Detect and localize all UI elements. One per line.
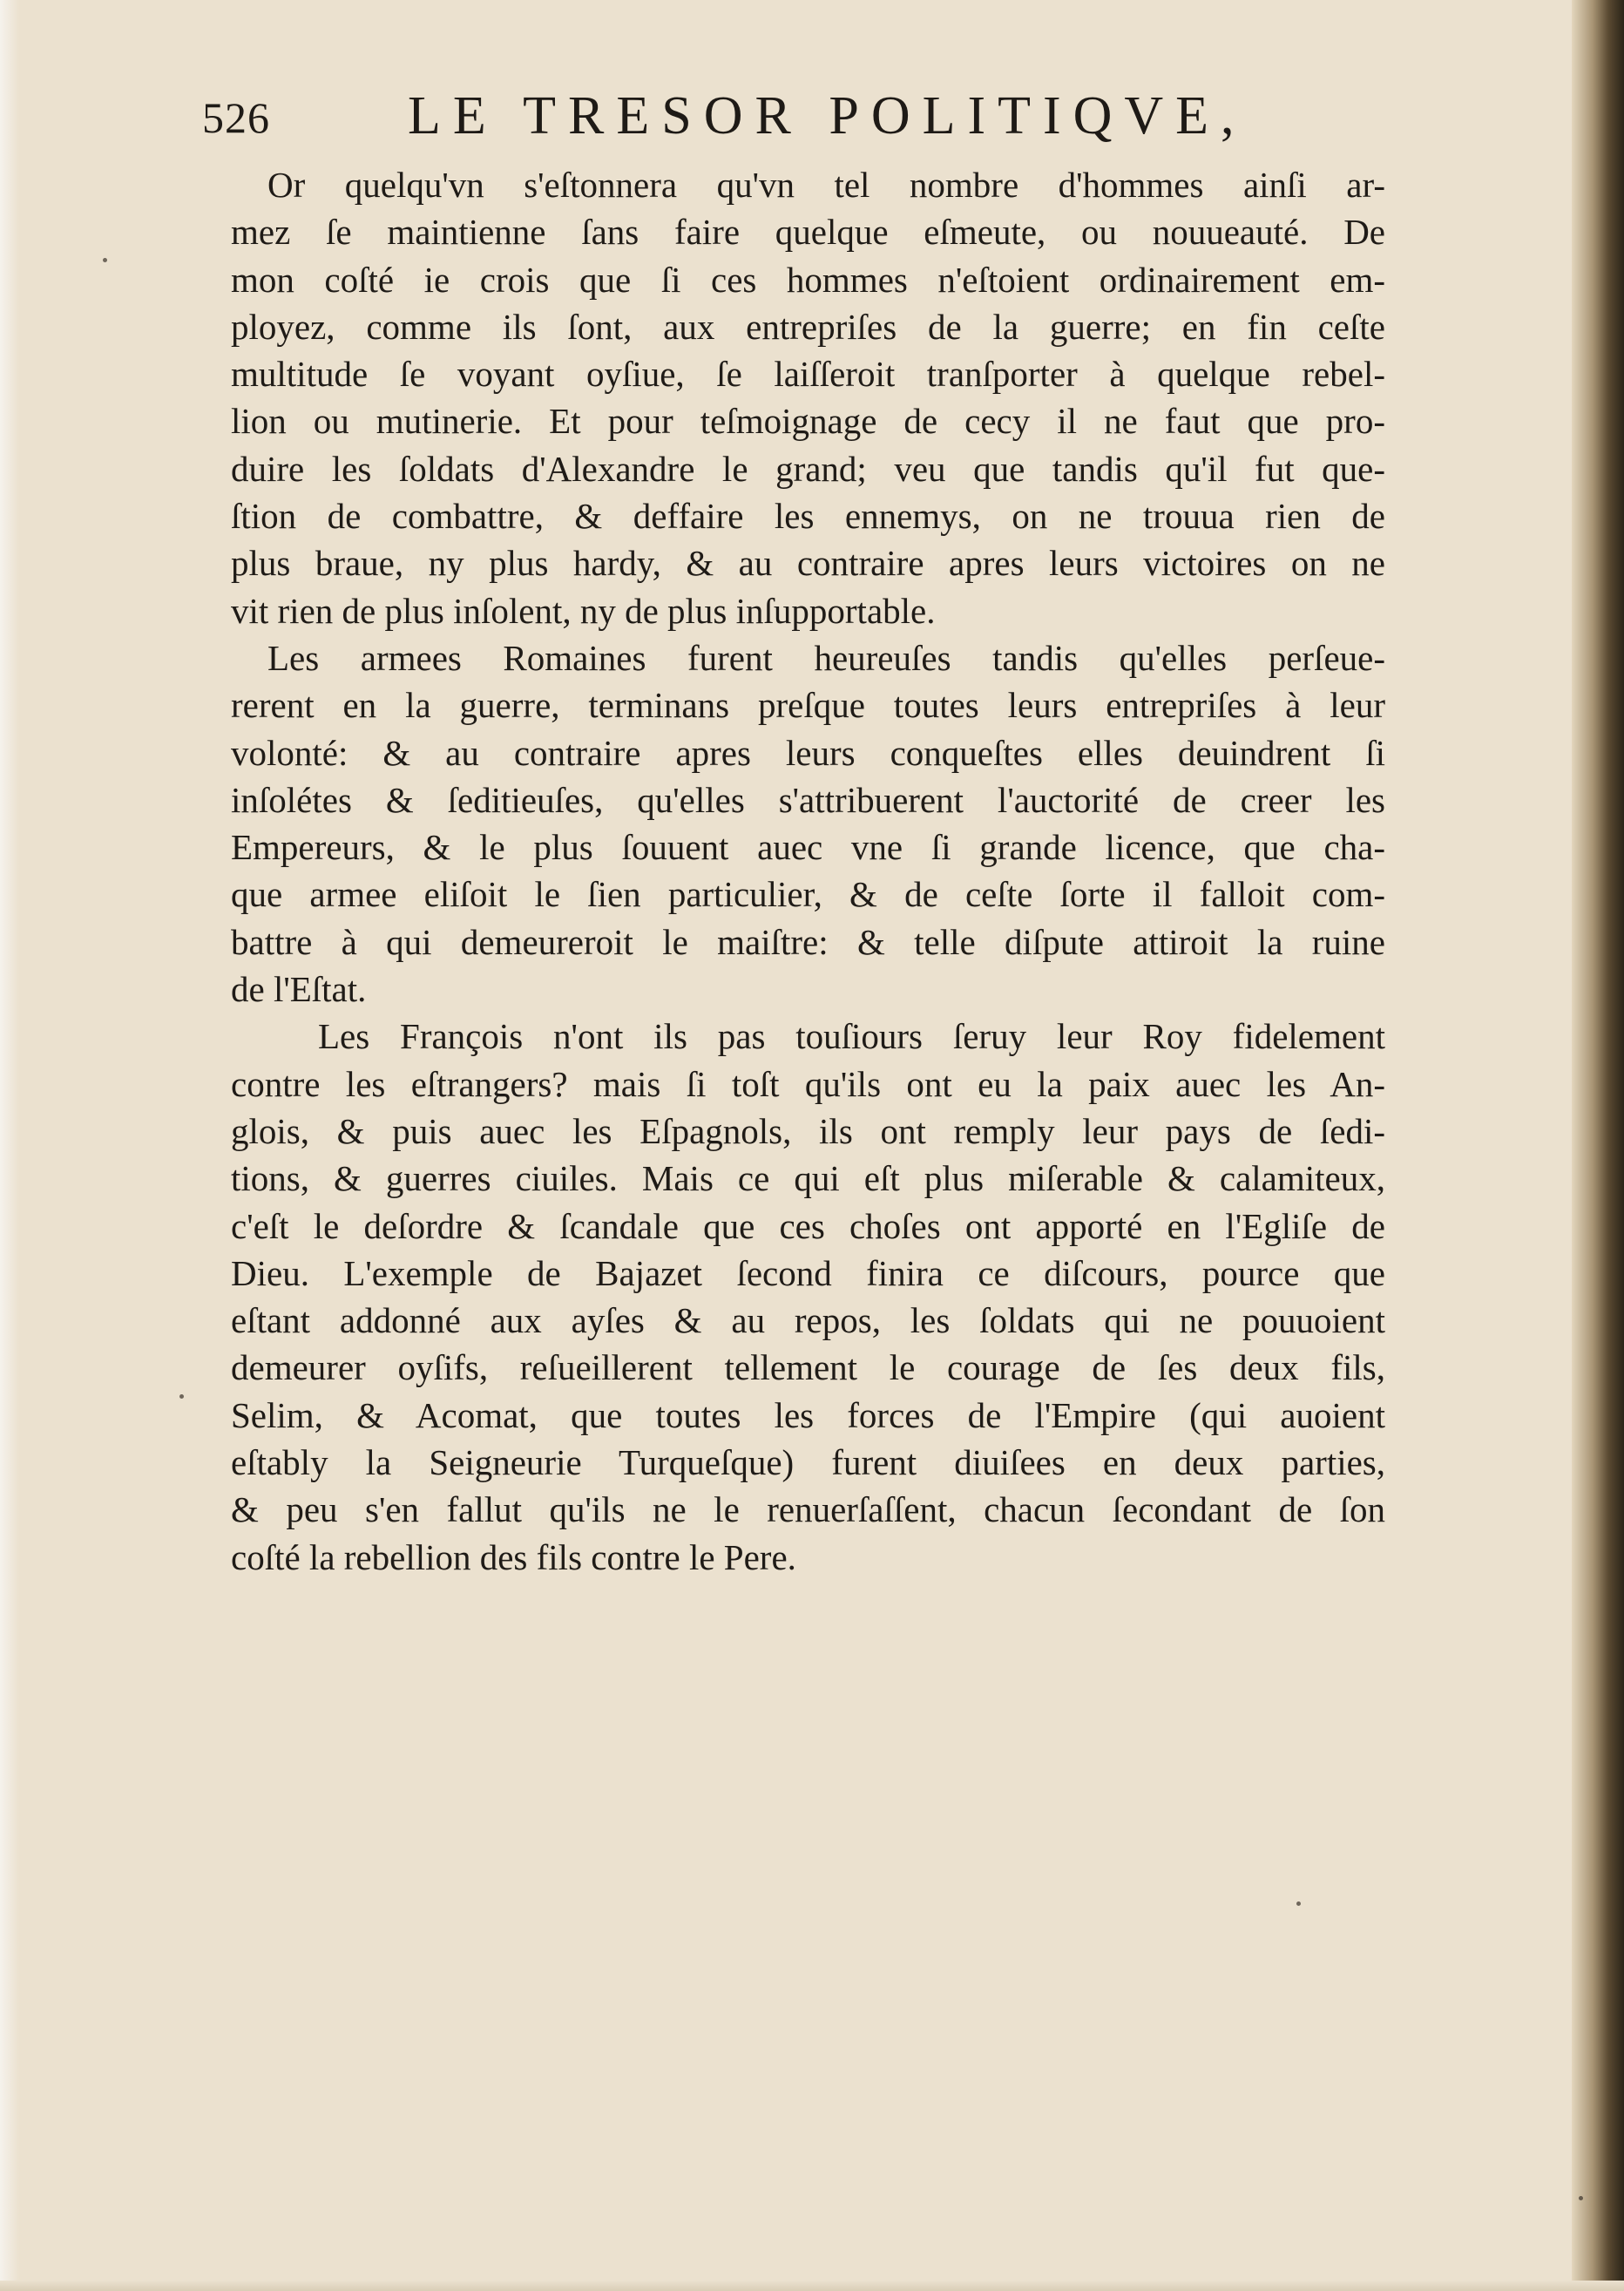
text-line: Dieu. L'exemple de Bajazet ſecond finira ce diſcours, pource que — [231, 1252, 1385, 1293]
page-left-margin-shade — [0, 0, 19, 2291]
page-binding-edge — [1572, 0, 1624, 2291]
text-line: lion ou mutinerie. Et pour teſmoignage de cecy il ne faut que pro- — [231, 401, 1385, 442]
text-line: inſolétes & ſeditieuſes, qu'elles s'attribuerent l'auctorité de creer les — [231, 779, 1385, 820]
text-line: Empereurs, & le plus ſouuent auec vne ſi grande licence, que cha- — [231, 827, 1385, 868]
text-line: contre les eſtrangers? mais ſi toſt qu'ils ont eu la paix auec les An- — [231, 1063, 1385, 1104]
text-line: ſtion de combattre, & deffaire les ennemys, on ne trouua rien de — [231, 496, 1385, 537]
page-header — [202, 85, 1474, 164]
paper-speck — [103, 258, 107, 262]
paper-speck — [1579, 2196, 1583, 2200]
paper-speck — [1296, 1901, 1301, 1906]
text-line: rerent en la guerre, terminans preſque toutes leurs entrepriſes à leur — [231, 685, 1385, 726]
text-line: coſté la rebellion des fils contre le Pere. — [231, 1536, 796, 1577]
text-line: c'eſt le deſordre & ſcandale que ces choſes ont apporté en l'Egliſe de — [231, 1205, 1385, 1246]
text-line: Les armees Romaines furent heureuſes tandis qu'elles perſeue- — [267, 637, 1385, 678]
running-head: LE TRESOR POLITIQVE, — [408, 86, 1247, 146]
text-line: battre à qui demeureroit le maiſtre: & telle diſpute attiroit la ruine — [231, 921, 1385, 962]
text-line: ployez, comme ils ſont, aux entrepriſes de la guerre; en fin ceſte — [231, 306, 1385, 347]
text-line: plus braue, ny plus hardy, & au contraire apres leurs victoires on ne — [231, 543, 1385, 584]
text-line: eſtably la Seigneurie Turqueſque) furent diuiſees en deux parties, — [231, 1442, 1385, 1483]
text-line: eſtant addonné aux ayſes & au repos, les ſoldats qui ne pouuoient — [231, 1300, 1385, 1341]
text-line: de l'Eſtat. — [231, 969, 367, 1010]
text-line: mez ſe maintienne ſans faire quelque eſmeute, ou nouueauté. De — [231, 212, 1385, 253]
text-line: duire les ſoldats d'Alexandre le grand; veu que tandis qu'il fut que- — [231, 448, 1385, 489]
paper-speck — [179, 1394, 184, 1399]
page-bottom-edge — [0, 2281, 1624, 2291]
text-line: multitude ſe voyant oyſiue, ſe laiſſeroit tranſporter à quelque rebel- — [231, 354, 1385, 395]
text-line: demeurer oyſifs, reſueillerent tellement le courage de ſes deux fils, — [231, 1347, 1385, 1388]
text-line: tions, & guerres ciuiles. Mais ce qui eſt plus miſerable & calamiteux, — [231, 1158, 1385, 1199]
text-line: que armee eliſoit le ſien particulier, & de ceſte ſorte il falloit com- — [231, 874, 1385, 915]
text-line: mon coſté ie crois que ſi ces hommes n'eſtoient ordinairement em- — [231, 259, 1385, 300]
page-number: 526 — [202, 93, 270, 142]
text-line: & peu s'en fallut qu'ils ne le renuerſaſſent, chacun ſecondant de ſon — [231, 1489, 1385, 1530]
body-text — [231, 161, 1385, 1581]
text-line: vit rien de plus inſolent, ny de plus inſupportable. — [231, 590, 936, 631]
text-line: Les François n'ont ils pas touſiours ſeruy leur Roy fidelement — [318, 1016, 1385, 1057]
text-line: Selim, & Acomat, que toutes les forces de l'Empire (qui auoient — [231, 1394, 1385, 1435]
text-line: volonté: & au contraire apres leurs conqueſtes elles deuindrent ſi — [231, 732, 1385, 773]
text-line: Or quelqu'vn s'eſtonnera qu'vn tel nombre d'hommes ainſi ar- — [267, 165, 1385, 205]
text-line: glois, & puis auec les Eſpagnols, ils ont remply leur pays de ſedi- — [231, 1110, 1385, 1151]
